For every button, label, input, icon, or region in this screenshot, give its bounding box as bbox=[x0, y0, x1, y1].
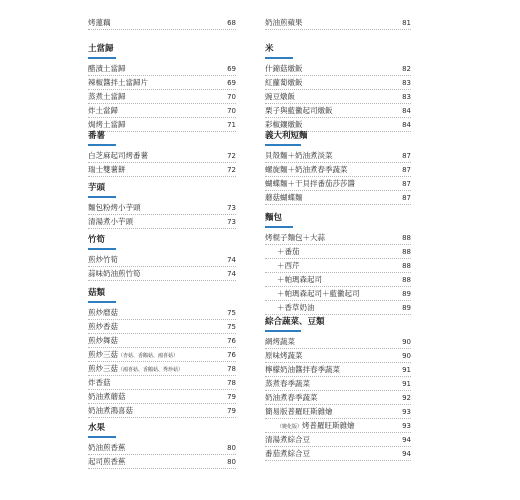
page-number: 84 bbox=[402, 121, 411, 129]
page-number: 70 bbox=[227, 107, 236, 115]
entry-title bbox=[88, 320, 118, 334]
page-number: 94 bbox=[402, 436, 411, 444]
section-heading: 水果 bbox=[88, 421, 236, 438]
entry-title bbox=[88, 149, 148, 163]
toc-entry bbox=[265, 363, 411, 377]
toc-entry bbox=[265, 191, 411, 205]
toc-section bbox=[88, 129, 236, 177]
entry-label-text: ＋帕瑪森起司 bbox=[277, 275, 322, 284]
page-number: 87 bbox=[402, 166, 411, 174]
page-number: 92 bbox=[402, 394, 411, 402]
entry-title bbox=[265, 391, 318, 405]
page-number: 78 bbox=[227, 379, 236, 387]
entry-label-text: 煎炒磨菇 bbox=[88, 308, 118, 317]
entry-title bbox=[265, 191, 303, 205]
page-number: 81 bbox=[402, 19, 411, 27]
page-number: 70 bbox=[227, 93, 236, 101]
entry-label-text: 奶油煎香蕉 bbox=[88, 443, 126, 452]
toc-entry bbox=[88, 76, 236, 90]
page-number: 87 bbox=[402, 180, 411, 188]
entry-list bbox=[88, 306, 236, 418]
toc-entry bbox=[88, 149, 236, 163]
page-number: 84 bbox=[402, 107, 411, 115]
page-number: 89 bbox=[402, 304, 411, 312]
entry-label-text: 煎炒香菇 bbox=[88, 322, 118, 331]
entry-title bbox=[265, 149, 333, 163]
entry-list bbox=[265, 62, 411, 132]
section-heading: 麵包 bbox=[265, 211, 411, 228]
toc-entry bbox=[88, 253, 236, 267]
entry-title bbox=[265, 363, 340, 377]
entry-title bbox=[277, 287, 360, 301]
toc-entry bbox=[88, 90, 236, 104]
section-heading: 義大利短麵 bbox=[265, 129, 411, 146]
toc-entry bbox=[265, 90, 411, 104]
entry-title bbox=[88, 441, 126, 455]
page-number: 89 bbox=[402, 290, 411, 298]
entry-title bbox=[88, 253, 118, 267]
page-number: 91 bbox=[402, 380, 411, 388]
entry-label-text: 煎炒三菇 bbox=[88, 364, 118, 373]
page-number: 91 bbox=[402, 366, 411, 374]
toc-entry bbox=[265, 259, 411, 273]
entry-title bbox=[265, 377, 310, 391]
page-number: 88 bbox=[402, 276, 411, 284]
page-number: 80 bbox=[227, 444, 236, 452]
page-number: 78 bbox=[227, 365, 236, 373]
toc-entry bbox=[265, 419, 411, 433]
toc-entry bbox=[88, 390, 236, 404]
entry-list bbox=[265, 231, 411, 315]
entry-note: （杏菇、香鵝菇、鴻喜菇） bbox=[118, 353, 179, 359]
toc-section bbox=[88, 233, 236, 281]
entry-title bbox=[277, 273, 322, 287]
entry-title bbox=[88, 362, 183, 377]
section-heading: 芋頭 bbox=[88, 181, 236, 198]
entry-label-text: 麵包粉烤小芋頭 bbox=[88, 203, 141, 212]
entry-label-text: 貝殼麵＋奶油煮淡菜 bbox=[265, 151, 333, 160]
toc-entry bbox=[265, 177, 411, 191]
entry-list bbox=[88, 62, 236, 132]
entry-title bbox=[265, 177, 355, 191]
entry-title bbox=[88, 267, 141, 281]
entry-list bbox=[265, 149, 411, 205]
page-number: 72 bbox=[227, 166, 236, 174]
entry-label-text: 網烤蔬菜 bbox=[265, 337, 295, 346]
page-number: 76 bbox=[227, 351, 236, 359]
page-number: 80 bbox=[227, 458, 236, 466]
entry-title bbox=[265, 104, 333, 118]
entry-title bbox=[88, 455, 126, 469]
toc-entry bbox=[88, 104, 236, 118]
toc-entry bbox=[88, 404, 236, 418]
page-number: 79 bbox=[227, 393, 236, 401]
entry-label-text: 奶油煮鴻喜菇 bbox=[88, 406, 133, 415]
toc-entry bbox=[88, 334, 236, 348]
entry-label-text: 番茄煮綜合豆 bbox=[265, 449, 310, 458]
toc-entry bbox=[88, 362, 236, 376]
page-number: 90 bbox=[402, 352, 411, 360]
entry-list bbox=[265, 335, 411, 461]
entry-label-text: 什錦菇燉飯 bbox=[265, 64, 303, 73]
entry-label-text: ＋番茄 bbox=[277, 247, 300, 256]
entry-title: 烤蓮藕 bbox=[88, 18, 111, 27]
entry-label-text: 原味烤蔬菜 bbox=[265, 351, 303, 360]
section-heading: 菇類 bbox=[88, 286, 236, 303]
section-heading: 土當歸 bbox=[88, 42, 236, 59]
entry-label-text: 瑞士雙薯餅 bbox=[88, 165, 126, 174]
entry-label-text: 奶油煮春季蔬菜 bbox=[265, 393, 318, 402]
entry-label-text: 簡易版普羅旺斯雜燴 bbox=[265, 407, 333, 416]
toc-entry bbox=[265, 447, 411, 461]
toc-entry bbox=[265, 391, 411, 405]
toc-entry bbox=[88, 306, 236, 320]
toc-entry bbox=[88, 441, 236, 455]
page-number: 72 bbox=[227, 152, 236, 160]
entry-label-text: ＋西芹 bbox=[277, 261, 300, 270]
toc-entry bbox=[265, 231, 411, 245]
toc-entry bbox=[88, 376, 236, 390]
entry-title bbox=[265, 335, 295, 349]
toc-entry bbox=[88, 455, 236, 469]
entry-title bbox=[88, 215, 133, 229]
entry-list bbox=[88, 201, 236, 229]
entry-label-text: 炸香菇 bbox=[88, 378, 111, 387]
page-number: 83 bbox=[402, 79, 411, 87]
page-number: 71 bbox=[227, 121, 236, 129]
entry-title bbox=[277, 259, 300, 273]
entry-title bbox=[88, 62, 126, 76]
entry-label-text: 清湯煮小芋頭 bbox=[88, 217, 133, 226]
toc-section bbox=[88, 286, 236, 418]
entry-label-text: 焗烤土當歸 bbox=[88, 120, 126, 129]
page-number: 82 bbox=[402, 65, 411, 73]
entry-title bbox=[265, 76, 303, 90]
entry-label-text: 蘑菇蝴蝶麵 bbox=[265, 193, 303, 202]
entry-list bbox=[88, 253, 236, 281]
page-number: 75 bbox=[227, 309, 236, 317]
toc-entry bbox=[88, 215, 236, 229]
page-number: 87 bbox=[402, 152, 411, 160]
entry-label-text: 彩椒鑲燉飯 bbox=[265, 120, 303, 129]
entry-title bbox=[265, 62, 303, 76]
entry-title bbox=[88, 163, 126, 177]
entry-label-text: 豌豆燉飯 bbox=[265, 92, 295, 101]
toc-entry bbox=[265, 287, 411, 301]
entry-note: （鴻喜菇、香鵝菇、秀珍菇） bbox=[118, 367, 184, 373]
toc-entry bbox=[265, 349, 411, 363]
entry-title bbox=[265, 163, 348, 177]
entry-prefix-note: （變化版） bbox=[277, 424, 303, 430]
entry-label-text: 蒸煮春季蔬菜 bbox=[265, 379, 310, 388]
entry-title: 奶油煎蘋果 bbox=[265, 18, 303, 27]
entry-title bbox=[277, 419, 355, 434]
page-number: 79 bbox=[227, 407, 236, 415]
page-number: 76 bbox=[227, 337, 236, 345]
entry-label-text: 清湯煮綜合豆 bbox=[265, 435, 310, 444]
page-number: 74 bbox=[227, 256, 236, 264]
entry-title bbox=[265, 447, 310, 461]
toc-entry bbox=[88, 348, 236, 362]
entry-title bbox=[88, 404, 133, 418]
entry-label-text: 螺旋麵＋奶油煮春季蔬菜 bbox=[265, 165, 348, 174]
toc-entry bbox=[88, 62, 236, 76]
toc-entry bbox=[265, 433, 411, 447]
page-number: 83 bbox=[402, 93, 411, 101]
toc-entry bbox=[265, 16, 411, 30]
page-number: 69 bbox=[227, 79, 236, 87]
page-number: 68 bbox=[227, 19, 236, 27]
toc-entry bbox=[265, 273, 411, 287]
entry-label-text: 起司煎香蕉 bbox=[88, 457, 126, 466]
page-number: 93 bbox=[402, 408, 411, 416]
entry-title bbox=[88, 306, 118, 320]
entry-title bbox=[88, 201, 141, 215]
entry-title bbox=[277, 301, 315, 315]
entry-label-text: 煎炒三菇 bbox=[88, 350, 118, 359]
toc-entry bbox=[265, 76, 411, 90]
toc-section bbox=[265, 129, 411, 205]
entry-title bbox=[265, 231, 325, 245]
entry-title bbox=[88, 376, 111, 390]
page-number: 73 bbox=[227, 204, 236, 212]
toc-entry bbox=[265, 104, 411, 118]
page-number: 75 bbox=[227, 323, 236, 331]
entry-label-text: 栗子與藍黴起司燉飯 bbox=[265, 106, 333, 115]
section-heading: 綜合蔬菜、豆類 bbox=[265, 315, 411, 332]
toc-entry bbox=[265, 405, 411, 419]
toc-entry bbox=[88, 16, 236, 30]
toc-section bbox=[88, 181, 236, 229]
entry-title bbox=[265, 90, 295, 104]
page-number: 90 bbox=[402, 338, 411, 346]
entry-label-text: 醋漬土當歸 bbox=[88, 64, 126, 73]
entry-label-text: 辣椒醬拌土當歸片 bbox=[88, 78, 148, 87]
entry-label-text: 烤普羅旺斯雜燴 bbox=[302, 421, 355, 430]
toc-entry bbox=[88, 163, 236, 177]
entry-list bbox=[88, 441, 236, 469]
toc-column-right bbox=[265, 0, 411, 458]
entry-title bbox=[88, 334, 118, 348]
entry-title bbox=[88, 104, 118, 118]
toc-column-left bbox=[88, 0, 236, 466]
entry-label-text: 蒸煮土當歸 bbox=[88, 92, 126, 101]
entry-label-text: 炸土當歸 bbox=[88, 106, 118, 115]
entry-label-text: 紅蘿蔔燉飯 bbox=[265, 78, 303, 87]
toc-entry bbox=[265, 301, 411, 315]
entry-title bbox=[88, 90, 126, 104]
page-number: 93 bbox=[402, 422, 411, 430]
entry-label-text: 蝴蝶麵＋干貝拌番茄莎莎醬 bbox=[265, 179, 355, 188]
entry-label-text: ＋香草奶油 bbox=[277, 303, 315, 312]
entry-title bbox=[88, 76, 148, 90]
entry-label-text: 奶油煮蘑菇 bbox=[88, 392, 126, 401]
page-number: 88 bbox=[402, 248, 411, 256]
page-number: 94 bbox=[402, 450, 411, 458]
toc-entry bbox=[88, 267, 236, 281]
page-number: 69 bbox=[227, 65, 236, 73]
section-heading: 竹筍 bbox=[88, 233, 236, 250]
toc-entry bbox=[265, 149, 411, 163]
entry-list bbox=[88, 149, 236, 177]
toc-entry bbox=[265, 335, 411, 349]
toc-entry bbox=[265, 163, 411, 177]
page-number: 88 bbox=[402, 234, 411, 242]
entry-label-text: 檸檬奶油醬拌春季蔬菜 bbox=[265, 365, 340, 374]
entry-label-text: 蒜味奶油煎竹筍 bbox=[88, 269, 141, 278]
entry-label-text: 煎炒竹筍 bbox=[88, 255, 118, 264]
entry-label-text: 烤棍子麵包＋大蒜 bbox=[265, 233, 325, 242]
page-number: 73 bbox=[227, 218, 236, 226]
toc-entry bbox=[88, 201, 236, 215]
entry-title bbox=[265, 349, 303, 363]
toc-entry bbox=[265, 245, 411, 259]
entry-title bbox=[265, 433, 310, 447]
entry-label-text: 煎炒舞菇 bbox=[88, 336, 118, 345]
entry-label-text: 白芝麻起司烤番薯 bbox=[88, 151, 148, 160]
page-number: 74 bbox=[227, 270, 236, 278]
page-number: 87 bbox=[402, 194, 411, 202]
toc-entry bbox=[88, 320, 236, 334]
section-heading: 番薯 bbox=[88, 129, 236, 146]
toc-entry bbox=[265, 62, 411, 76]
entry-title bbox=[88, 390, 126, 404]
page-number: 88 bbox=[402, 262, 411, 270]
section-heading: 米 bbox=[265, 42, 411, 59]
entry-title bbox=[88, 348, 178, 363]
toc-entry bbox=[265, 377, 411, 391]
entry-title bbox=[265, 405, 333, 419]
toc-section bbox=[265, 42, 411, 132]
toc-section bbox=[265, 315, 411, 461]
toc-section bbox=[88, 42, 236, 132]
entry-title bbox=[277, 245, 300, 259]
entry-label-text: ＋帕瑪森起司＋藍黴起司 bbox=[277, 289, 360, 298]
toc-section bbox=[265, 211, 411, 315]
toc-section bbox=[88, 421, 236, 469]
